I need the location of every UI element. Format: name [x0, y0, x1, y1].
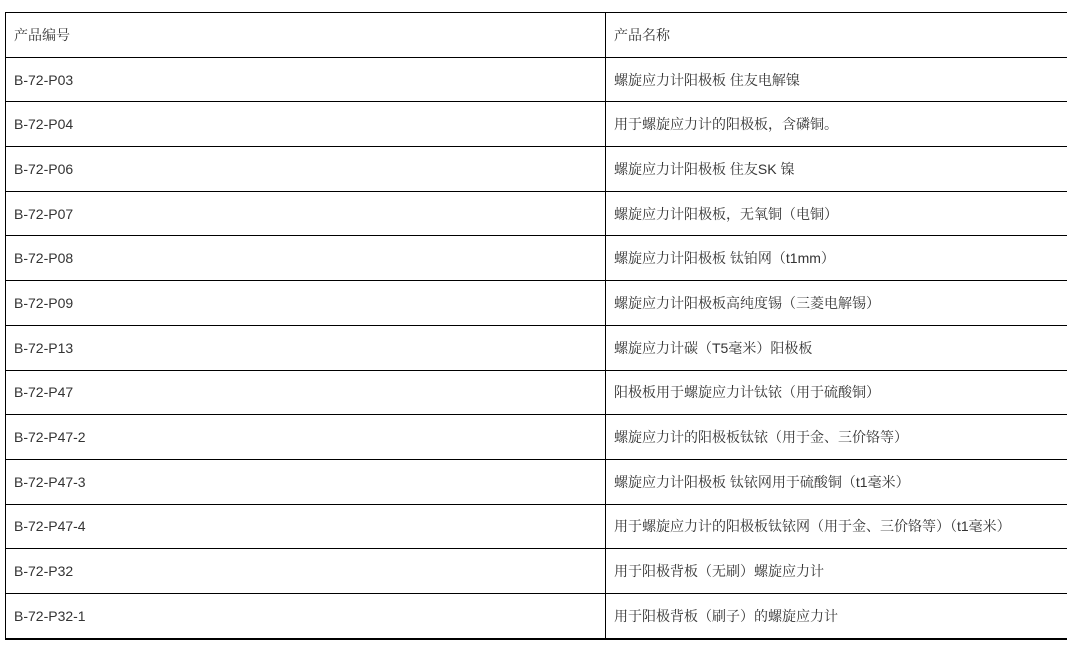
table-row: [6, 102, 1067, 147]
product-code-cell: B-72-P47-2: [6, 415, 606, 460]
products-table-container: [5, 12, 1067, 640]
product-name-cell: 螺旋应力计阳极板 住友电解镍: [614, 71, 800, 88]
table-body: [6, 57, 1067, 638]
table-row: [6, 504, 1067, 549]
products-table: [5, 12, 1067, 640]
product-name-cell: 螺旋应力计阳极板 住友SK 镍: [614, 160, 795, 177]
product-name-cell: 螺旋应力计阳极板，无氧铜（电铜）: [614, 205, 838, 222]
column-header-product-name: 产品名称: [614, 26, 670, 43]
product-code-cell: B-72-P07: [6, 191, 606, 236]
table-header-row: [6, 13, 1067, 58]
table-row: [6, 325, 1067, 370]
product-name-cell: 用于螺旋应力计的阳极板，含磷铜。: [614, 116, 838, 133]
product-name-cell: 螺旋应力计阳极板 钛铱网用于硫酸铜（t1毫米）: [614, 473, 910, 490]
product-name-cell: 螺旋应力计阳极板高纯度锡（三菱电解锡）: [614, 294, 880, 311]
product-code-cell: B-72-P04: [6, 102, 606, 147]
column-header-product-code: 产品编号: [6, 13, 606, 58]
table-row: [6, 549, 1067, 594]
product-code-cell: B-72-P09: [6, 281, 606, 326]
product-code-cell: B-72-P47-3: [6, 459, 606, 504]
product-name-cell: 螺旋应力计的阳极板钛铱（用于金、三价铬等）: [614, 429, 908, 446]
product-name-cell: 用于阳极背板（刷子）的螺旋应力计: [614, 607, 838, 624]
table-row: [6, 191, 1067, 236]
product-code-cell: B-72-P47-4: [6, 504, 606, 549]
product-name-cell: 阳极板用于螺旋应力计钛铱（用于硫酸铜）: [614, 384, 880, 401]
table-row: [6, 593, 1067, 638]
table-row: [6, 415, 1067, 460]
product-name-cell: 螺旋应力计阳极板 钛铂网（t1mm）: [614, 250, 835, 267]
product-code-cell: B-72-P08: [6, 236, 606, 281]
product-name-cell: 用于阳极背板（无刷）螺旋应力计: [614, 563, 824, 580]
table-row: [6, 370, 1067, 415]
product-code-cell: B-72-P03: [6, 57, 606, 102]
table-row: [6, 147, 1067, 192]
product-name-cell: 用于螺旋应力计的阳极板钛铱网（用于金、三价铬等）（t1毫米）: [614, 518, 1011, 535]
table-row: [6, 459, 1067, 504]
table-row: [6, 236, 1067, 281]
product-code-cell: B-72-P06: [6, 147, 606, 192]
product-code-cell: B-72-P32-1: [6, 593, 606, 638]
table-row: [6, 281, 1067, 326]
product-name-cell: 螺旋应力计碳（T5毫米）阳极板: [614, 339, 813, 356]
product-code-cell: B-72-P47: [6, 370, 606, 415]
product-code-cell: B-72-P32: [6, 549, 606, 594]
product-code-cell: B-72-P13: [6, 325, 606, 370]
table-row: [6, 57, 1067, 102]
